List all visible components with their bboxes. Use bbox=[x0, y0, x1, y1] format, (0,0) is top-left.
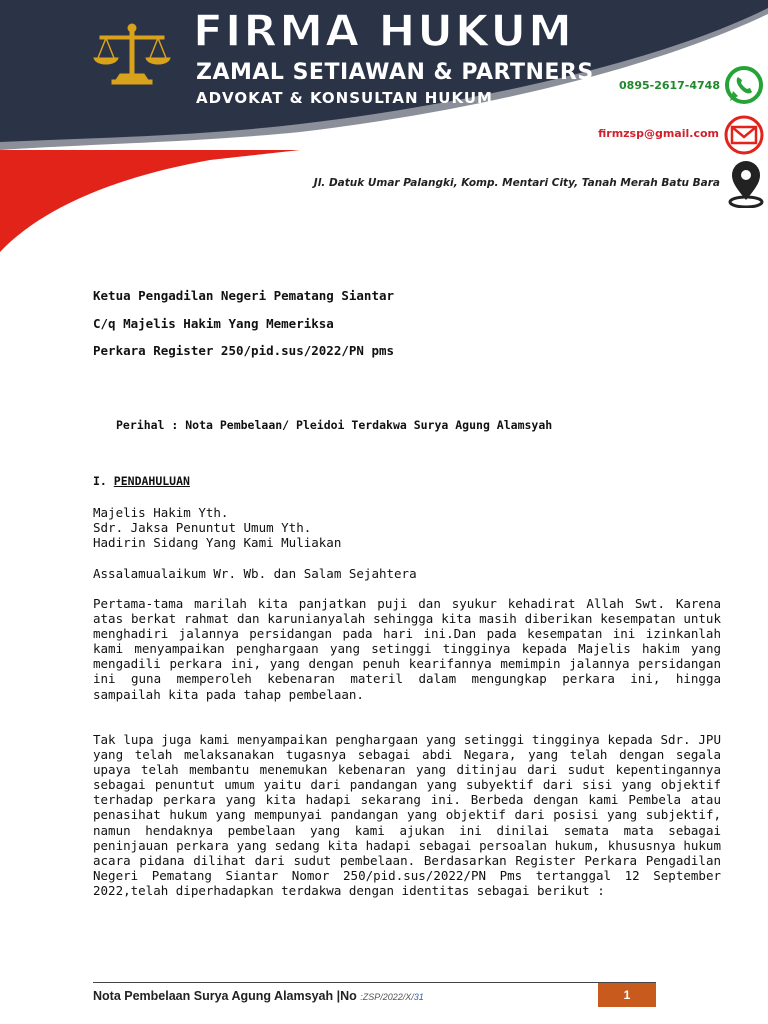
footer-title-line bbox=[93, 989, 424, 1003]
section-title: PENDAHULUAN bbox=[113, 474, 190, 488]
greeting-line: Majelis Hakim Yth. bbox=[93, 505, 229, 520]
whatsapp-icon bbox=[724, 65, 764, 105]
firm-title: FIRMA HUKUM bbox=[193, 6, 574, 57]
page-number: 1 bbox=[598, 983, 656, 1007]
greeting-line: Hadirin Sidang Yang Kami Muliakan bbox=[93, 535, 342, 550]
letterhead bbox=[0, 0, 768, 270]
salutation: Assalamualaikum Wr. Wb. dan Salam Sejahtera bbox=[93, 566, 417, 581]
greeting-line: Sdr. Jaksa Penuntut Umum Yth. bbox=[93, 520, 312, 535]
phone-number: 0895-2617-4748 bbox=[619, 79, 720, 92]
scales-of-justice-logo bbox=[92, 22, 172, 88]
firm-partners: ZAMAL SETIAWAN & PARTNERS bbox=[196, 60, 594, 85]
addressee-line: Perkara Register 250/pid.sus/2022/PN pms bbox=[93, 343, 395, 358]
office-address: Jl. Datuk Umar Palangki, Komp. Mentari City, Tanah Merah Batu Bara bbox=[313, 177, 720, 189]
email-address: firmzsp@gmail.com bbox=[598, 127, 719, 140]
footer-title: Nota Pembelaan Surya Agung Alamsyah |No bbox=[93, 989, 357, 1003]
addressee-block bbox=[93, 289, 394, 372]
paragraph-opening: Pertama-tama marilah kita panjatkan puji dan syukur kehadirat Allah Swt. Karena atas berkat rahmat dan karunianyalah sehingga kita masih diberikan kesempatan untuk menghadiri jalannya persidangan pada hari ini.Dan pada kesempatan ini izinkanlah kami menyampaikan penghargaan yang setinggi tingginya kepada Majelis hakim yang mengadili perkara ini, yang dengan penuh kearifannya memimpin jalannya persidangan ini guna memperoleh kebenaran materil dalam mengungkap perkara ini, hingga sampailah kita pada tahap pembelaan. bbox=[93, 596, 721, 702]
paragraph-appreciation: Tak lupa juga kami menyampaikan penghargaan yang setinggi tingginya kepada Sdr. JPU yang telah melaksanakan tugasnya sebagai abdi Negara, yang telah dengan segala upaya telah membantu menemukan kebenaran yang ditinjau dari sudut kepentingannya sebagai penuntut umum yaitu dari pandangan yang subyektif dari sisi yang objektif terhadap perkara yang kita hadapi sekarang ini. Berbeda dengan kami Pembela atau penasihat hukum yang mempunyai pandangan yang objektif dari posisi yang subjektif, namun hendaknya pembelaan yang kami ajukan ini dinilai semata mata sebagai peninjauan perkara yang sedang kita hadapi sebagai persoalan hukum, khususnya hukum acara pidana dilihat dari sudut pembelaan. Berdasarkan Register Perkara Pengadilan Negeri Pematang Siantar Nomor 250/pid.sus/2022/PN Pms tertanggal 12 September 2022,telah diperhadapkan terdakwa dengan identitas sebagai berikut : bbox=[93, 732, 721, 898]
addressee-line: C/q Majelis Hakim Yang Memeriksa bbox=[93, 315, 334, 331]
envelope-icon bbox=[723, 115, 765, 155]
section-heading bbox=[93, 474, 190, 488]
footer-divider bbox=[93, 982, 656, 983]
footer-number-prefix: :ZSP/2022/X/ bbox=[360, 992, 414, 1002]
location-pin-icon bbox=[726, 160, 766, 208]
footer-number-suffix: 31 bbox=[413, 992, 424, 1002]
addressee-line: Ketua Pengadilan Negeri Pematang Siantar bbox=[93, 288, 395, 303]
firm-subtitle: ADVOKAT & KONSULTAN HUKUM bbox=[196, 89, 493, 107]
greeting-block bbox=[93, 505, 341, 550]
footer-document-number bbox=[360, 992, 424, 1002]
section-number: I. bbox=[93, 474, 107, 488]
subject-line: Perihal : Nota Pembelaan/ Pleidoi Terdakwa Surya Agung Alamsyah bbox=[116, 418, 553, 432]
